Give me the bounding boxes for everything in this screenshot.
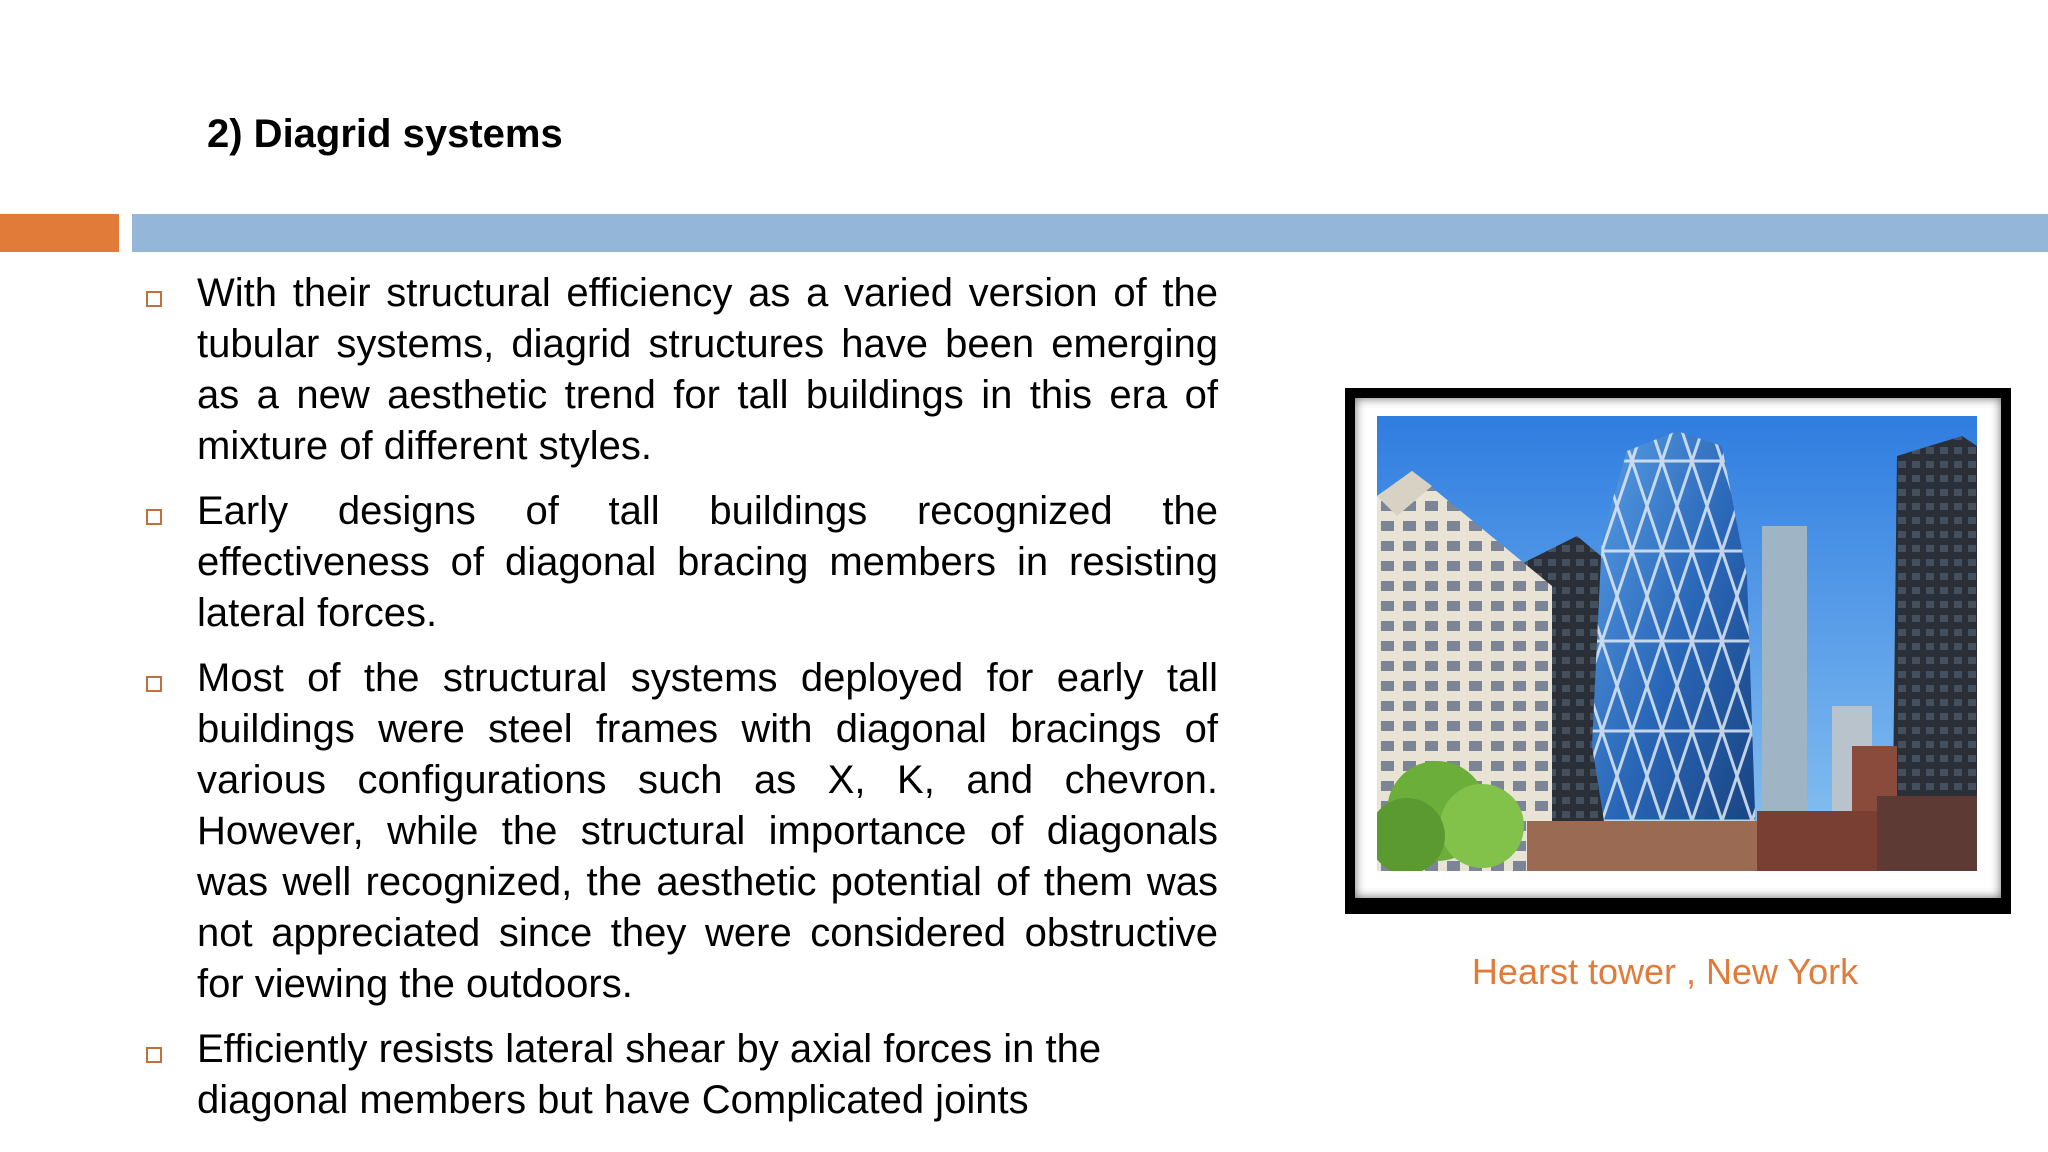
bullet-item [140, 1024, 1218, 1126]
bullet-item [140, 653, 1218, 1010]
bullet-text: Efficiently resists lateral shear by axial forces in the diagonal members but have Complicated joints [197, 1027, 1102, 1122]
hearst-tower-photo [1377, 416, 1977, 871]
hollow-square-bullet-icon [146, 676, 162, 692]
building-photo-frame [1345, 388, 2011, 914]
photo-mat [1355, 398, 2001, 898]
accent-bar-orange [0, 214, 119, 252]
bullet-item [140, 486, 1218, 639]
image-caption: Hearst tower , New York [1471, 951, 1859, 992]
accent-bar-blue [132, 214, 2048, 252]
bullet-text: With their structural efficiency as a varied version of the tubular systems, diagrid structures have been emerging as a new aesthetic trend for tall buildings in this era of mixture of different styles. [197, 271, 1218, 468]
bullet-text: Early designs of tall buildings recognized the effectiveness of diagonal bracing members in resisting lateral forces. [197, 489, 1218, 635]
hollow-square-bullet-icon [146, 291, 162, 307]
bullet-text: Most of the structural systems deployed for early tall buildings were steel frames with diagonal bracings of various configurations such as X, K, and chevron. However, while the structural importance of diagonals was well recognized, the aesthetic potential of them was not appreciated since they were considered obstructive for viewing the outdoors. [197, 656, 1218, 1006]
bullet-item [140, 268, 1218, 472]
hollow-square-bullet-icon [146, 1047, 162, 1063]
slide-title: 2) Diagrid systems [207, 112, 563, 156]
bullet-list [140, 268, 1218, 1140]
hollow-square-bullet-icon [146, 509, 162, 525]
